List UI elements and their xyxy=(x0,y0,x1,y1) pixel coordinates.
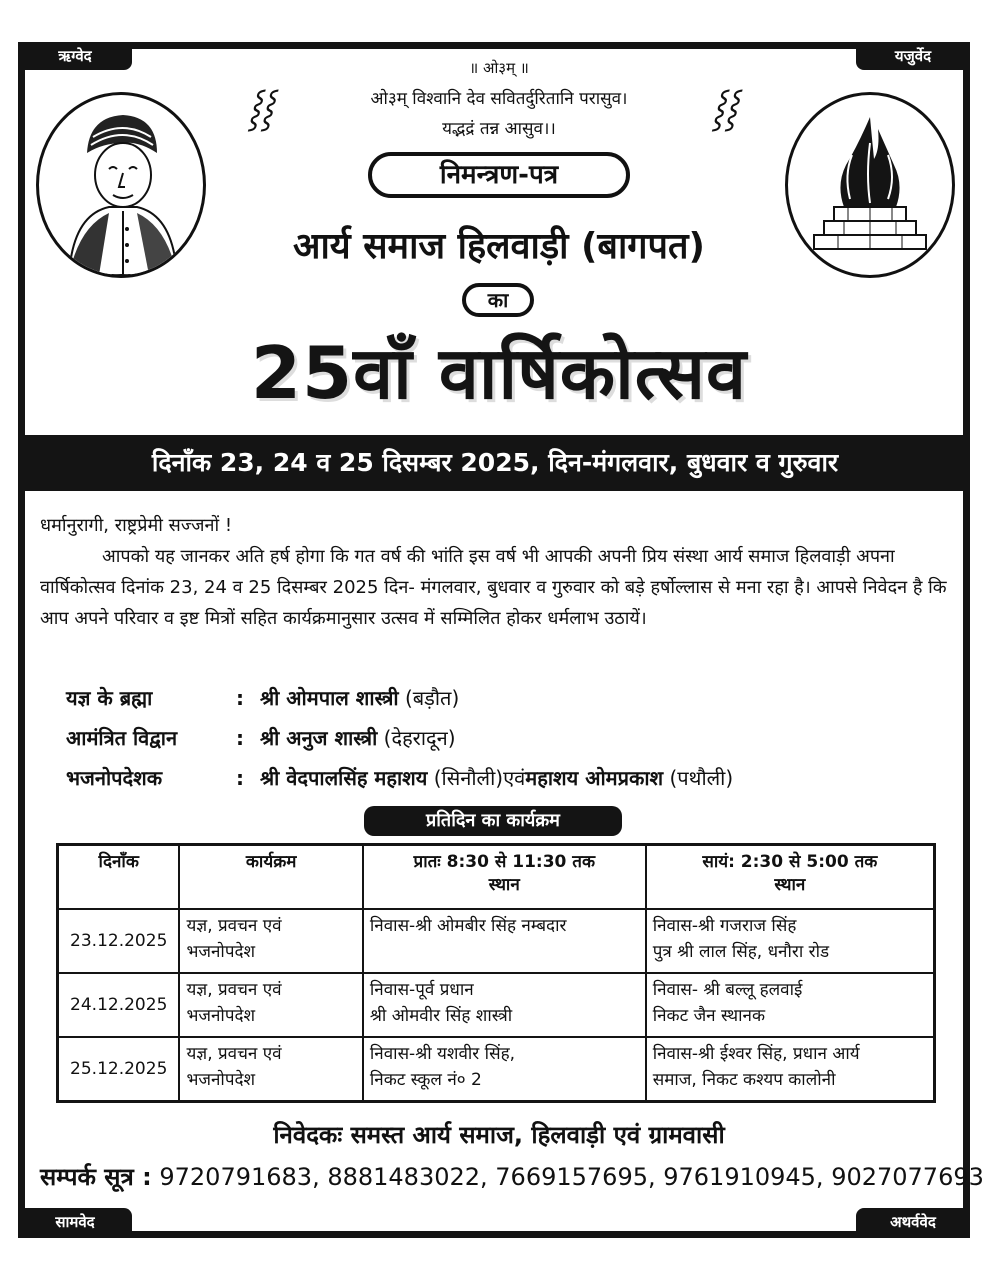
row-date: 25.12.2025 xyxy=(58,1037,180,1102)
header-morning-time: प्रातः 8:30 से 11:30 तक xyxy=(413,852,596,872)
nivedak-line: निवेदकः समस्त आर्य समाज, हिलवाड़ी एवं ग्रामवासी xyxy=(273,1121,725,1149)
evening-line: निवास-श्री गजराज सिंह xyxy=(652,916,797,936)
evening-line: निवास-श्री ईश्वर सिंह, प्रधान आर्य xyxy=(652,1044,860,1064)
morning-line: निवास-श्री ओमबीर सिंह नम्बदार xyxy=(369,916,567,936)
header-evening-time: सायं: 2:30 से 5:00 तक xyxy=(702,852,878,872)
mantra-line-2: यद्भद्रं तन्न आसुव।। xyxy=(442,119,556,139)
row-date: 24.12.2025 xyxy=(58,973,180,1037)
row-program xyxy=(179,973,362,1037)
event-title: 25वाँ वार्षिकोत्सव xyxy=(250,331,748,415)
program-line: यज्ञ, प्रवचन एवं xyxy=(186,980,282,1000)
mantra-line-1: ओ३म् विश्वानि देव सवितर्दुरितानि परासुव। xyxy=(370,89,628,109)
guest-row-bhajan xyxy=(66,764,733,791)
program-line: भजनोपदेश xyxy=(186,1070,256,1090)
corner-label-samaveda: सामवेद xyxy=(18,1208,132,1236)
guest-place: (देहरादून) xyxy=(383,726,456,750)
organization-title: आर्य समाज हिलवाड़ी (बागपत) xyxy=(293,226,705,267)
guest-colon: : xyxy=(236,686,244,710)
contact-numbers: 9720791683, 8881483022, 7669157695, 9761910945, 9027077693 xyxy=(159,1163,984,1191)
morning-line: निकट स्कूल नं० 2 xyxy=(369,1070,482,1090)
schedule-title: प्रतिदिन का कार्यक्रम xyxy=(364,806,622,836)
row-morning xyxy=(363,973,646,1037)
guest-label: यज्ञ के ब्रह्मा xyxy=(66,686,153,710)
guest-name-2: महाशय ओमप्रकाश xyxy=(525,766,664,790)
schedule-table xyxy=(56,843,936,1103)
header-date: दिनाँक xyxy=(58,845,180,910)
evening-line: निवास- श्री बल्लू हलवाई xyxy=(652,980,803,1000)
guest-row-vidwan xyxy=(66,724,456,751)
guest-label: आमंत्रित विद्वान xyxy=(66,726,178,750)
row-evening xyxy=(646,1037,935,1102)
header-evening-place: स्थान xyxy=(774,875,806,895)
program-line: भजनोपदेश xyxy=(186,942,256,962)
swirl-right-icon: ⸾⸾ xyxy=(712,88,738,129)
program-line: यज्ञ, प्रवचन एवं xyxy=(186,916,282,936)
row-evening xyxy=(646,973,935,1037)
row-date: 23.12.2025 xyxy=(58,909,180,973)
morning-line: निवास-पूर्व प्रधान xyxy=(369,980,474,1000)
program-line: यज्ञ, प्रवचन एवं xyxy=(186,1044,282,1064)
morning-line: निवास-श्री यशवीर सिंह, xyxy=(369,1044,515,1064)
om-heading: ॥ ओ३म् ॥ xyxy=(469,59,529,77)
invitation-body: आपको यह जानकर अति हर्ष होगा कि गत वर्ष की भांति इस वर्ष भी आपकी अपनी प्रिय संस्था आर्य समाज हिलवाड़ी अपना वार्षिकोत्सव दिनांक 23, 24 व 25 दिसम्बर 2025 दिन- मंगलवार, बुधवार व गुरुवार को बड़े हर्षोल्लास से मना रहा है। आपसे निवेदन है कि आप अपने परिवार व इष्ट मित्रों सहित कार्यक्रमानुसार उत्सव में सम्मिलित होकर धर्मलाभ उठायें। xyxy=(40,546,947,629)
program-line: भजनोपदेश xyxy=(186,1006,256,1026)
guest-place-2: (पथौली) xyxy=(669,766,734,790)
corner-label-yajurveda: यजुर्वेद xyxy=(856,42,970,70)
evening-line: पुत्र श्री लाल सिंह, धनौरा रोड xyxy=(652,942,830,962)
header-program: कार्यक्रम xyxy=(179,845,362,910)
row-evening xyxy=(646,909,935,973)
guest-place: (सिनौली)एवं xyxy=(433,766,526,790)
corner-label-atharvaveda: अथर्ववेद xyxy=(856,1208,970,1236)
row-program xyxy=(179,1037,362,1102)
table-row xyxy=(58,1037,935,1102)
evening-line: निकट जैन स्थानक xyxy=(652,1006,766,1026)
guest-label: भजनोपदेशक xyxy=(66,766,163,790)
row-program xyxy=(179,909,362,973)
table-row xyxy=(58,909,935,973)
swirl-left-icon: ⸾⸾ xyxy=(248,88,274,129)
corner-label-rigveda: ऋग्वेद xyxy=(18,42,132,70)
date-banner: दिनाँक 23, 24 व 25 दिसम्बर 2025, दिन-मंगलवार, बुधवार व गुरुवार xyxy=(25,435,965,491)
salutation: धर्मानुरागी, राष्ट्रप्रेमी सज्जनों ! xyxy=(40,515,233,536)
table-header-row xyxy=(58,845,935,910)
contact-line xyxy=(40,1160,984,1193)
guest-colon: : xyxy=(236,726,244,750)
header-evening xyxy=(646,845,935,910)
table-row xyxy=(58,973,935,1037)
guest-name: श्री अनुज शास्त्री xyxy=(260,726,378,750)
guest-row-brahma xyxy=(66,684,459,711)
guest-name: श्री ओमपाल शास्त्री xyxy=(260,686,399,710)
evening-line: समाज, निकट कश्यप कालोनी xyxy=(652,1070,836,1090)
guest-name: श्री वेदपालसिंह महाशय xyxy=(260,766,428,790)
ka-badge: का xyxy=(462,283,534,317)
guest-place: (बड़ौत) xyxy=(404,686,460,710)
header-morning-place: स्थान xyxy=(488,875,520,895)
guest-colon: : xyxy=(236,766,244,790)
row-morning xyxy=(363,909,646,973)
header-morning xyxy=(363,845,646,910)
invitation-badge: निमन्त्रण-पत्र xyxy=(368,152,630,198)
morning-line: श्री ओमवीर सिंह शास्त्री xyxy=(369,1006,513,1026)
row-morning xyxy=(363,1037,646,1102)
contact-label: सम्पर्क सूत्र : xyxy=(40,1163,152,1191)
